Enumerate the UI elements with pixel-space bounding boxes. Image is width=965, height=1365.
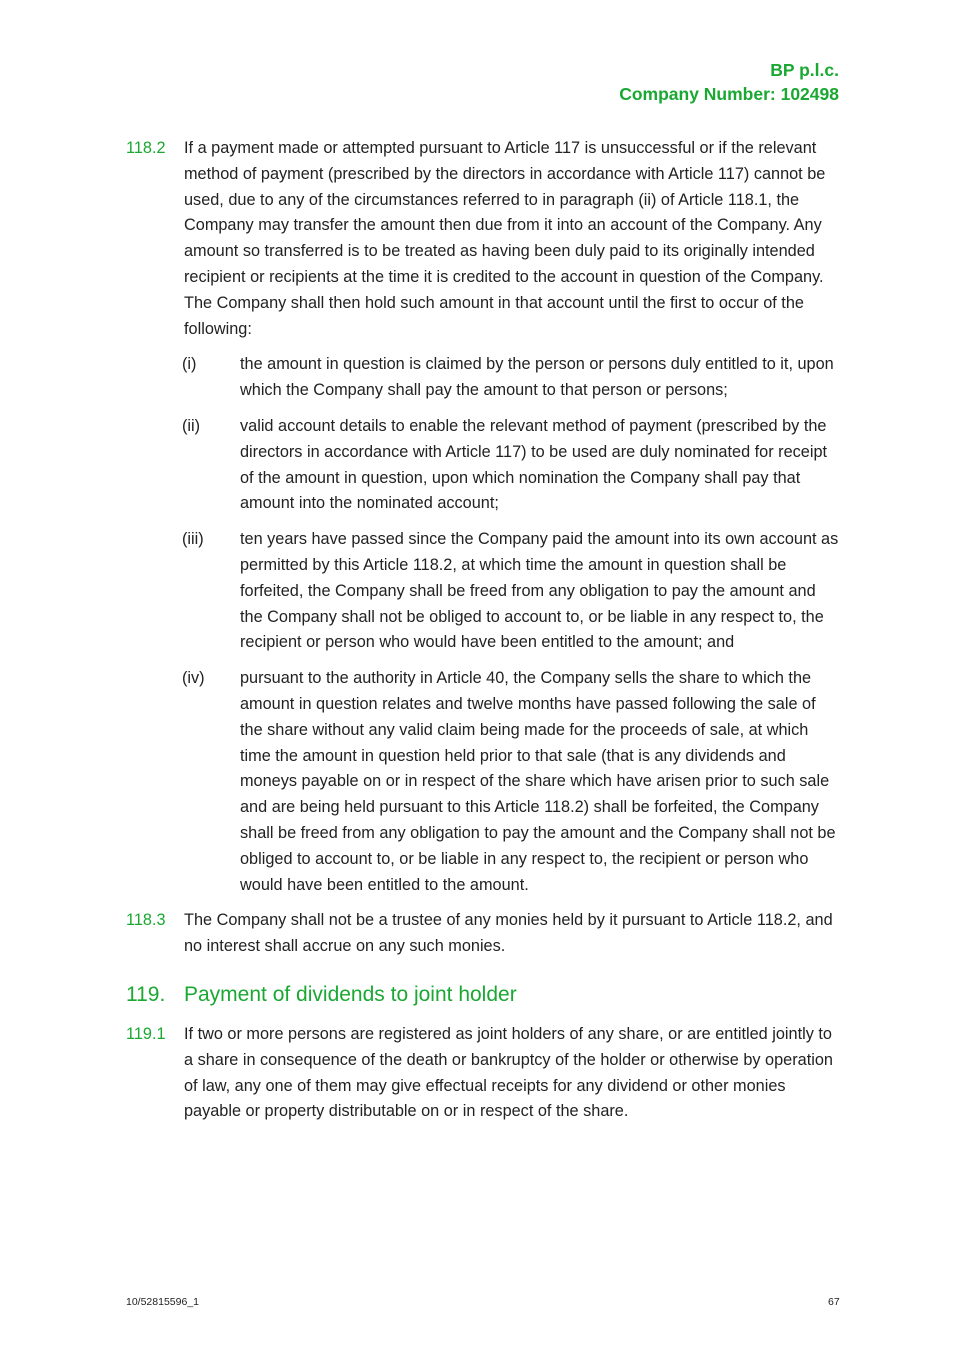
- clause-118-3: [126, 908, 842, 960]
- heading-title: Payment of dividends to joint holder: [184, 982, 517, 1006]
- sub-clause-label: (iv): [182, 669, 205, 688]
- clause-119-1: [126, 1022, 842, 1125]
- heading-number: 119.: [126, 982, 166, 1006]
- page-header: [619, 58, 839, 106]
- section-heading-119: [126, 980, 842, 1010]
- clause-number: 118.3: [126, 911, 166, 930]
- company-name: BP p.l.c.: [770, 60, 839, 80]
- sub-clause-text: pursuant to the authority in Article 40, the Company sells the share to which the amount in question relates and twelve months have passed following the sale of the share without any valid claim being made for the proceeds of sale, at which time the amount in question held prior to that sale (that is any dividends and moneys payable on or in respect of the share which have arisen prior to such sale and are being held pursuant to this Article 118.2) shall be forfeited, the Company shall be freed from any obligation to pay the amount and the Company shall not be obliged to account to, or be liable in any respect to, the recipient or person who would have been entitled to the amount.: [240, 669, 836, 894]
- clause-number: 118.2: [126, 139, 166, 157]
- clause-118-2: [126, 136, 842, 342]
- sub-clause-label: (ii): [182, 416, 201, 435]
- clause-text: If two or more persons are registered as joint holders of any share, or are entitled jointly to a share in consequence of the death or bankruptcy of the holder or otherwise by operation of law, any one of them may give effectual receipts for any dividend or other monies payable or property distributable on or in respect of the share.: [184, 1024, 833, 1121]
- sub-clause-label: (i): [182, 355, 197, 374]
- document-body: [126, 136, 842, 1135]
- clause-number: 119.1: [126, 1024, 166, 1043]
- sub-clause-ii: [126, 414, 842, 517]
- sub-clause-i: [126, 352, 842, 404]
- sub-clause-text: valid account details to enable the relevant method of payment (prescribed by the directors in accordance with Article 117) to be used are duly nominated for receipt of the amount in question, upon which nomination the Company shall pay that amount into the nominated account;: [240, 416, 828, 513]
- sub-clause-text: the amount in question is claimed by the person or persons duly entitled to it, upon which the Company shall pay the amount to that person or persons;: [240, 355, 834, 400]
- page-number: 67: [828, 1296, 840, 1308]
- clause-text: If a payment made or attempted pursuant to Article 117 is unsuccessful or if the relevant method of payment (prescribed by the directors in accordance with Article 117) cannot be used, due to any of the circumstances referred to in paragraph (ii) of Article 118.1, the Company may transfer the amount then due from it into an account of the Company. Any amount so transferred is to be treated as having been duly paid to its originally intended recipient or recipients at the time it is credited to the account in question of the Company. The Company shall then hold such amount in that account until the first to occur of the following:: [184, 139, 826, 338]
- sub-clause-label: (iii): [182, 530, 204, 549]
- sub-clause-iv: [126, 666, 842, 898]
- company-number: Company Number: 102498: [619, 84, 839, 104]
- sub-clause-text: ten years have passed since the Company paid the amount into its own account as permitted by this Article 118.2, at which time the amount in question shall be forfeited, the Company shall be freed from any obligation to pay the amount and the Company shall not be obliged to account to, or be liable in any respect to, the recipient or person who would have been entitled to the amount; and: [240, 530, 839, 652]
- sub-clause-iii: [126, 527, 842, 656]
- document-reference: 10/52815596_1: [126, 1296, 199, 1308]
- clause-text: The Company shall not be a trustee of any monies held by it pursuant to Article 118.2, and no interest shall accrue on any such monies.: [184, 911, 833, 956]
